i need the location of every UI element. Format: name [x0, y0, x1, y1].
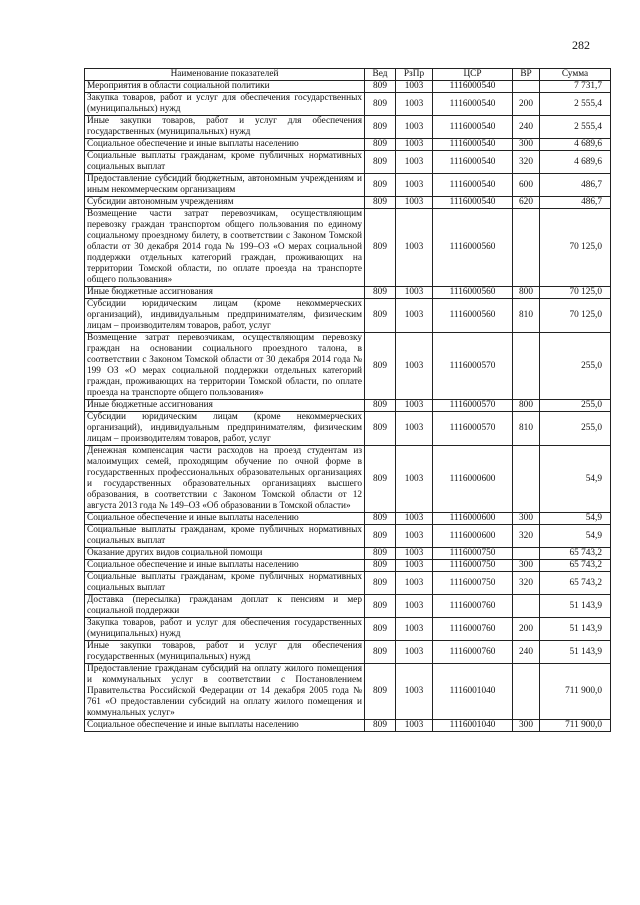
row-name: Возмещение части затрат перевозчикам, осуществляющим перевозку граждан транспортом общего пользования по единому социальному проездному билету, в соответствии с Законом Томской области от 30 декабря 2014 года № 199–ОЗ «О мерах социальной поддержки отдельных категорий граждан, проживающих на территории Томской области, по оплате проезда на транспорте общего пользования»	[85, 209, 365, 287]
row-vr: 200	[513, 93, 540, 116]
row-csr: 1116000560	[433, 287, 513, 299]
table-row	[85, 299, 611, 333]
row-ved: 809	[365, 664, 396, 720]
row-rzpr: 1003	[396, 618, 433, 641]
row-name: Иные бюджетные ассигнования	[85, 400, 365, 412]
row-name: Социальные выплаты гражданам, кроме публичных нормативных социальных выплат	[85, 151, 365, 174]
row-sum: 4 689,6	[540, 139, 611, 151]
row-rzpr: 1003	[396, 299, 433, 333]
row-sum: 711 900,0	[540, 664, 611, 720]
table-header-row	[85, 69, 611, 81]
row-name: Субсидии юридическим лицам (кроме некоммерческих организаций), индивидуальным предпринимателям, физическим лицам – производителям товаров, работ, услуг	[85, 299, 365, 333]
row-sum: 54,9	[540, 446, 611, 513]
row-sum: 54,9	[540, 525, 611, 548]
row-vr: 320	[513, 151, 540, 174]
row-csr: 1116000540	[433, 81, 513, 93]
row-rzpr: 1003	[396, 139, 433, 151]
table-row	[85, 174, 611, 197]
row-ved: 809	[365, 287, 396, 299]
row-ved: 809	[365, 299, 396, 333]
row-csr: 1116000570	[433, 333, 513, 400]
row-vr: 200	[513, 618, 540, 641]
row-sum: 4 689,6	[540, 151, 611, 174]
row-sum: 7 731,7	[540, 81, 611, 93]
row-ved: 809	[365, 174, 396, 197]
row-rzpr: 1003	[396, 287, 433, 299]
row-vr: 240	[513, 641, 540, 664]
table-row	[85, 446, 611, 513]
row-ved: 809	[365, 93, 396, 116]
row-csr: 1116000760	[433, 641, 513, 664]
table-row	[85, 197, 611, 209]
row-name: Социальное обеспечение и иные выплаты населению	[85, 560, 365, 572]
row-vr: 810	[513, 299, 540, 333]
row-sum: 70 125,0	[540, 209, 611, 287]
row-ved: 809	[365, 513, 396, 525]
page-number: 282	[572, 38, 590, 52]
row-sum: 65 743,2	[540, 572, 611, 595]
row-name: Оказание других видов социальной помощи	[85, 548, 365, 560]
row-vr	[513, 81, 540, 93]
table-row	[85, 720, 611, 732]
row-ved: 809	[365, 720, 396, 732]
row-rzpr: 1003	[396, 513, 433, 525]
row-vr: 620	[513, 197, 540, 209]
row-csr: 1116000600	[433, 513, 513, 525]
row-vr: 300	[513, 720, 540, 732]
row-sum: 255,0	[540, 412, 611, 446]
row-vr	[513, 548, 540, 560]
row-csr: 1116000570	[433, 412, 513, 446]
row-csr: 1116000560	[433, 209, 513, 287]
row-name: Иные закупки товаров, работ и услуг для обеспечения государственных (муниципальных) нужд	[85, 641, 365, 664]
row-ved: 809	[365, 548, 396, 560]
row-csr: 1116000750	[433, 548, 513, 560]
row-name: Социальное обеспечение и иные выплаты населению	[85, 139, 365, 151]
row-csr: 1116000750	[433, 572, 513, 595]
row-csr: 1116000540	[433, 93, 513, 116]
row-csr: 1116001040	[433, 664, 513, 720]
row-name: Субсидии юридическим лицам (кроме некоммерческих организаций), индивидуальным предпринимателям, физическим лицам – производителям товаров, работ, услуг	[85, 412, 365, 446]
row-name: Иные бюджетные ассигнования	[85, 287, 365, 299]
row-csr: 1116000600	[433, 525, 513, 548]
row-name: Субсидии автономным учреждениям	[85, 197, 365, 209]
table-row	[85, 618, 611, 641]
row-csr: 1116000760	[433, 618, 513, 641]
row-rzpr: 1003	[396, 174, 433, 197]
row-rzpr: 1003	[396, 197, 433, 209]
row-ved: 809	[365, 209, 396, 287]
row-rzpr: 1003	[396, 641, 433, 664]
row-rzpr: 1003	[396, 93, 433, 116]
row-rzpr: 1003	[396, 572, 433, 595]
table-row	[85, 525, 611, 548]
row-name: Социальное обеспечение и иные выплаты населению	[85, 513, 365, 525]
row-sum: 486,7	[540, 197, 611, 209]
row-vr: 320	[513, 525, 540, 548]
header-name: Наименование показателей	[85, 69, 365, 81]
row-ved: 809	[365, 560, 396, 572]
row-sum: 255,0	[540, 400, 611, 412]
row-vr	[513, 595, 540, 618]
row-vr: 240	[513, 116, 540, 139]
row-vr: 300	[513, 513, 540, 525]
row-csr: 1116001040	[433, 720, 513, 732]
row-vr: 320	[513, 572, 540, 595]
row-name: Закупка товаров, работ и услуг для обеспечения государственных (муниципальных) нужд	[85, 93, 365, 116]
table-row	[85, 572, 611, 595]
row-sum: 2 555,4	[540, 116, 611, 139]
row-csr: 1116000540	[433, 116, 513, 139]
row-ved: 809	[365, 446, 396, 513]
row-vr: 300	[513, 139, 540, 151]
row-rzpr: 1003	[396, 81, 433, 93]
row-ved: 809	[365, 618, 396, 641]
row-rzpr: 1003	[396, 116, 433, 139]
row-csr: 1116000750	[433, 560, 513, 572]
row-csr: 1116000600	[433, 446, 513, 513]
row-sum: 70 125,0	[540, 299, 611, 333]
row-rzpr: 1003	[396, 446, 433, 513]
table-row	[85, 209, 611, 287]
row-vr	[513, 664, 540, 720]
header-sum: Сумма	[540, 69, 611, 81]
row-ved: 809	[365, 572, 396, 595]
row-rzpr: 1003	[396, 400, 433, 412]
row-name: Денежная компенсация части расходов на проезд студентам из малоимущих семей, проходящим обучение по очной форме в государственных профессиональных образовательных организациях и государственных образовательных организациях высшего образования, в соответствии с Законом Томской области от 12 августа 2013 года № 149–ОЗ «Об образовании в Томской области»	[85, 446, 365, 513]
header-vr: ВР	[513, 69, 540, 81]
table-row	[85, 513, 611, 525]
row-sum: 51 143,9	[540, 641, 611, 664]
row-ved: 809	[365, 151, 396, 174]
row-ved: 809	[365, 116, 396, 139]
row-rzpr: 1003	[396, 548, 433, 560]
row-vr: 800	[513, 400, 540, 412]
row-csr: 1116000540	[433, 139, 513, 151]
row-sum: 65 743,2	[540, 560, 611, 572]
table-row	[85, 287, 611, 299]
row-name: Предоставление гражданам субсидий на оплату жилого помещения и коммунальных услуг в соответствии с Постановлением Правительства Российской Федерации от 14 декабря 2005 года № 761 «О предоставлении субсидий на оплату жилого помещения и коммунальных услуг»	[85, 664, 365, 720]
row-rzpr: 1003	[396, 664, 433, 720]
row-ved: 809	[365, 400, 396, 412]
row-csr: 1116000570	[433, 400, 513, 412]
row-name: Предоставление субсидий бюджетным, автономным учреждениям и иным некоммерческим организациям	[85, 174, 365, 197]
row-sum: 2 555,4	[540, 93, 611, 116]
budget-table	[84, 68, 611, 732]
row-rzpr: 1003	[396, 525, 433, 548]
row-name: Доставка (пересылка) гражданам доплат к пенсиям и мер социальной поддержки	[85, 595, 365, 618]
row-rzpr: 1003	[396, 151, 433, 174]
row-sum: 51 143,9	[540, 595, 611, 618]
row-sum: 711 900,0	[540, 720, 611, 732]
row-name: Социальное обеспечение и иные выплаты населению	[85, 720, 365, 732]
table-row	[85, 116, 611, 139]
row-rzpr: 1003	[396, 595, 433, 618]
row-rzpr: 1003	[396, 412, 433, 446]
row-ved: 809	[365, 333, 396, 400]
row-sum: 51 143,9	[540, 618, 611, 641]
row-csr: 1116000540	[433, 151, 513, 174]
row-ved: 809	[365, 595, 396, 618]
row-rzpr: 1003	[396, 720, 433, 732]
row-name: Социальные выплаты гражданам, кроме публичных нормативных социальных выплат	[85, 572, 365, 595]
table-row	[85, 400, 611, 412]
row-csr: 1116000540	[433, 197, 513, 209]
row-rzpr: 1003	[396, 560, 433, 572]
table-row	[85, 560, 611, 572]
table-row	[85, 548, 611, 560]
row-vr	[513, 209, 540, 287]
row-ved: 809	[365, 197, 396, 209]
row-vr	[513, 446, 540, 513]
row-name: Социальные выплаты гражданам, кроме публичных нормативных социальных выплат	[85, 525, 365, 548]
row-vr: 800	[513, 287, 540, 299]
table-row	[85, 151, 611, 174]
row-sum: 65 743,2	[540, 548, 611, 560]
row-ved: 809	[365, 525, 396, 548]
table-row	[85, 81, 611, 93]
header-ved: Вед	[365, 69, 396, 81]
row-sum: 255,0	[540, 333, 611, 400]
header-csr: ЦСР	[433, 69, 513, 81]
row-name: Иные закупки товаров, работ и услуг для обеспечения государственных (муниципальных) нужд	[85, 116, 365, 139]
row-vr: 810	[513, 412, 540, 446]
row-ved: 809	[365, 139, 396, 151]
table-row	[85, 595, 611, 618]
row-rzpr: 1003	[396, 209, 433, 287]
row-sum: 486,7	[540, 174, 611, 197]
row-name: Мероприятия в области социальной политики	[85, 81, 365, 93]
header-rzpr: РзПр	[396, 69, 433, 81]
table-row	[85, 641, 611, 664]
row-csr: 1116000760	[433, 595, 513, 618]
row-ved: 809	[365, 412, 396, 446]
row-ved: 809	[365, 641, 396, 664]
table-row	[85, 664, 611, 720]
row-vr: 300	[513, 560, 540, 572]
row-csr: 1116000540	[433, 174, 513, 197]
table-row	[85, 93, 611, 116]
table-row	[85, 333, 611, 400]
row-rzpr: 1003	[396, 333, 433, 400]
row-vr: 600	[513, 174, 540, 197]
table-row	[85, 139, 611, 151]
row-sum: 70 125,0	[540, 287, 611, 299]
row-csr: 1116000560	[433, 299, 513, 333]
table-row	[85, 412, 611, 446]
row-name: Возмещение затрат перевозчикам, осуществляющим перевозку граждан на основании социального проездного талона, в соответствии с Законом Томской области от 30 декабря 2014 года № 199 ОЗ «О мерах социальной поддержки отдельных категорий граждан, проживающих на территории Томской области, по оплате проезда на транспорте общего пользования»	[85, 333, 365, 400]
row-name: Закупка товаров, работ и услуг для обеспечения государственных (муниципальных) нужд	[85, 618, 365, 641]
row-ved: 809	[365, 81, 396, 93]
row-vr	[513, 333, 540, 400]
row-sum: 54,9	[540, 513, 611, 525]
